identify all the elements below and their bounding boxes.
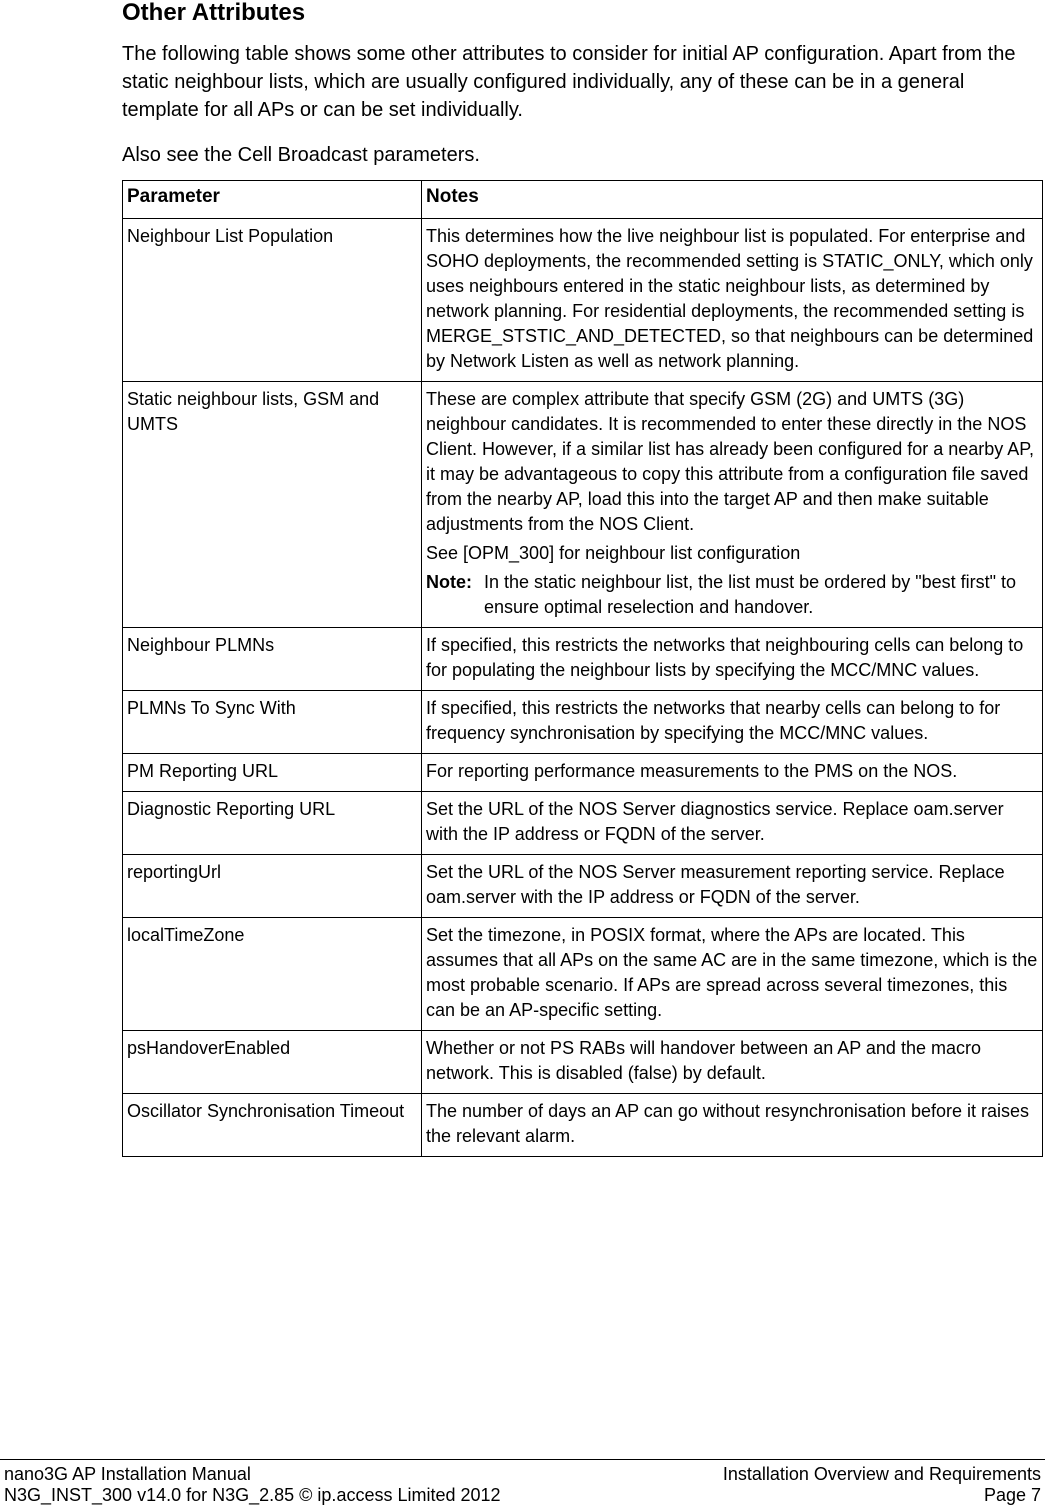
table-row bbox=[123, 792, 1043, 855]
footer-line-2 bbox=[4, 1483, 1041, 1507]
notes-text: These are complex attribute that specify GSM (2G) and UMTS (3G) neighbour candidates. It is recommended to enter these directly in the NOS Client. However, if a similar list has already been configured for a nearby AP, it may be advantageous to copy this attribute from a configuration file saved from the nearby AP, load this into the target AP and then make suitable adjustments from the NOS Client. bbox=[426, 389, 1034, 534]
parameter-cell: PM Reporting URL bbox=[123, 754, 422, 792]
table-row bbox=[123, 691, 1043, 754]
table-row bbox=[123, 754, 1043, 792]
parameter-cell: localTimeZone bbox=[123, 918, 422, 1031]
cell-broadcast-reference: Also see the Cell Broadcast parameters. bbox=[122, 144, 480, 166]
chapter-title: Installation Overview and Requirements bbox=[722, 1464, 1041, 1484]
note-label: Note: bbox=[426, 572, 472, 592]
parameter-cell: Neighbour List Population bbox=[123, 219, 422, 382]
parameter-cell: PLMNs To Sync With bbox=[123, 691, 422, 754]
notes-cell: Set the URL of the NOS Server measurement reporting service. Replace oam.server with the IP address or FQDN of the server. bbox=[422, 855, 1043, 918]
notes-cell: If specified, this restricts the networks that neighbouring cells can belong to for populating the neighbour lists by specifying the MCC/MNC values. bbox=[422, 628, 1043, 691]
note-block bbox=[426, 570, 1038, 620]
intro-paragraph: The following table shows some other attributes to consider for initial AP configuration. Apart from the static neighbour lists, which are usually configured individually, any of these can be in a general template for all APs or can be set individually. bbox=[122, 43, 1016, 121]
manual-title: nano3G AP Installation Manual bbox=[4, 1464, 251, 1484]
notes-cell: This determines how the live neighbour list is populated. For enterprise and SOHO deployments, the recommended setting is STATIC_ONLY, which only uses neighbours entered in the static neighbour lists, as determined by network planning. For residential deployments, the recommended setting is MERGE_STSTIC_AND_DETECTED, so that neighbours can be determined by Network Listen as well as network planning. bbox=[422, 219, 1043, 382]
section-heading: Other Attributes bbox=[122, 0, 306, 26]
table-row bbox=[123, 918, 1043, 1031]
notes-cell: The number of days an AP can go without resynchronisation before it raises the relevant alarm. bbox=[422, 1094, 1043, 1157]
parameter-cell: reportingUrl bbox=[123, 855, 422, 918]
table-header-row bbox=[123, 181, 1043, 219]
document-reference: N3G_INST_300 v14.0 for N3G_2.85 © ip.access Limited 2012 bbox=[4, 1485, 501, 1505]
notes-cell bbox=[422, 382, 1043, 628]
parameter-cell: Oscillator Synchronisation Timeout bbox=[123, 1094, 422, 1157]
see-reference: See [OPM_300] for neighbour list configuration bbox=[426, 543, 801, 563]
notes-cell: For reporting performance measurements to the PMS on the NOS. bbox=[422, 754, 1043, 792]
note-text: In the static neighbour list, the list must be ordered by "best first" to ensure optimal reselection and handover. bbox=[484, 572, 1017, 617]
attributes-table bbox=[122, 180, 1043, 1157]
parameter-cell: psHandoverEnabled bbox=[123, 1031, 422, 1094]
column-header-parameter: Parameter bbox=[123, 181, 422, 219]
parameter-cell: Static neighbour lists, GSM and UMTS bbox=[123, 382, 422, 628]
table-row bbox=[123, 628, 1043, 691]
table-row bbox=[123, 1094, 1043, 1157]
footer-divider bbox=[0, 1459, 1045, 1460]
table-row bbox=[123, 382, 1043, 628]
notes-cell: Set the timezone, in POSIX format, where the APs are located. This assumes that all APs on the same AC are in the same timezone, which is the most probable scenario. If APs are spread across several timezones, this can be an AP-specific setting. bbox=[422, 918, 1043, 1031]
table-row bbox=[123, 1031, 1043, 1094]
notes-cell: Set the URL of the NOS Server diagnostics service. Replace oam.server with the IP address or FQDN of the server. bbox=[422, 792, 1043, 855]
table-row bbox=[123, 219, 1043, 382]
parameter-cell: Neighbour PLMNs bbox=[123, 628, 422, 691]
column-header-notes: Notes bbox=[422, 181, 1043, 219]
notes-cell: Whether or not PS RABs will handover between an AP and the macro network. This is disabled (false) by default. bbox=[422, 1031, 1043, 1094]
table-row bbox=[123, 855, 1043, 918]
parameter-cell: Diagnostic Reporting URL bbox=[123, 792, 422, 855]
page-number: Page 7 bbox=[983, 1485, 1041, 1505]
notes-cell: If specified, this restricts the networks that nearby cells can belong to for frequency synchronisation by specifying the MCC/MNC values. bbox=[422, 691, 1043, 754]
